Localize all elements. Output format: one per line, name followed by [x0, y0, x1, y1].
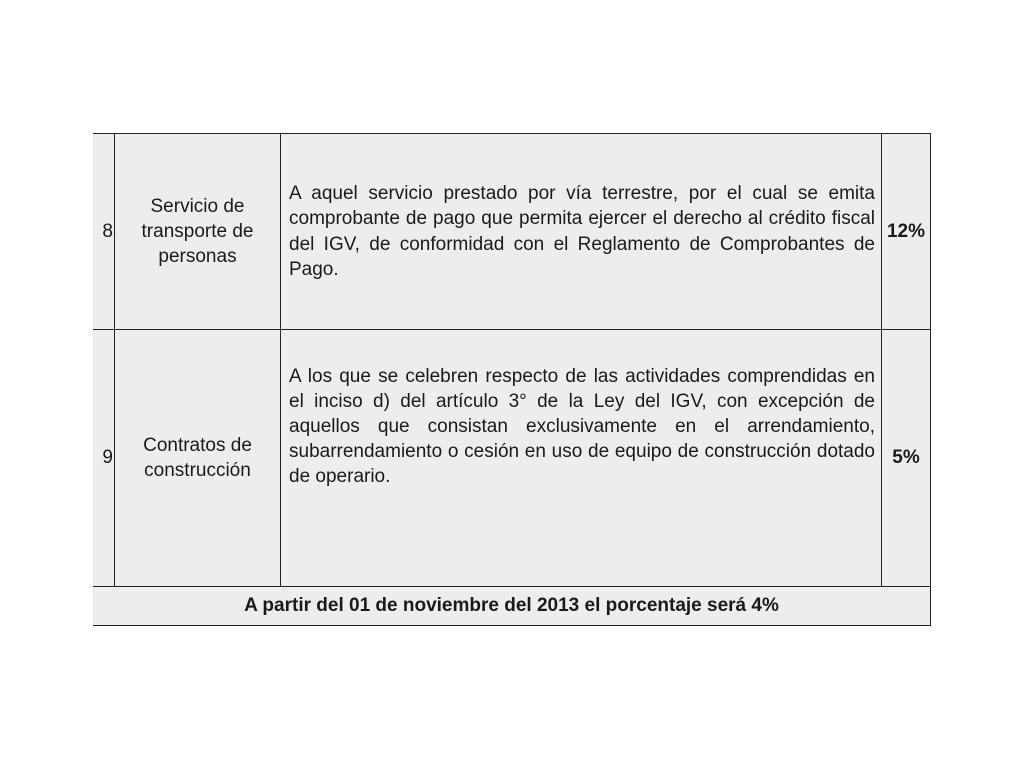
table-row [93, 134, 931, 330]
footer-note: A partir del 01 de noviembre del 2013 el porcentaje será 4% [93, 587, 931, 626]
table-row [93, 330, 931, 587]
service-description: A los que se celebren respecto de las actividades comprendidas en el inciso d) del artículo 3° de la Ley del IGV, con excepción de aquellos que consistan exclusivamente en el arrendamiento, subarrendamiento o cesión en uso de equipo de construcción dotado de operario. [281, 330, 882, 587]
detraction-rates-table [93, 133, 931, 626]
service-type: Servicio de transporte de personas [115, 134, 281, 330]
row-number: 9 [93, 330, 115, 587]
rate-percentage: 5% [882, 330, 931, 587]
table-footer-row [93, 587, 931, 626]
service-type: Contratos de construcción [115, 330, 281, 587]
rate-percentage: 12% [882, 134, 931, 330]
service-description: A aquel servicio prestado por vía terrestre, por el cual se emita comprobante de pago que permita ejercer el derecho al crédito fiscal del IGV, de conformidad con el Reglamento de Comprobantes de Pago. [281, 134, 882, 330]
row-number: 8 [93, 134, 115, 330]
detraction-rates-table-container [93, 133, 931, 626]
